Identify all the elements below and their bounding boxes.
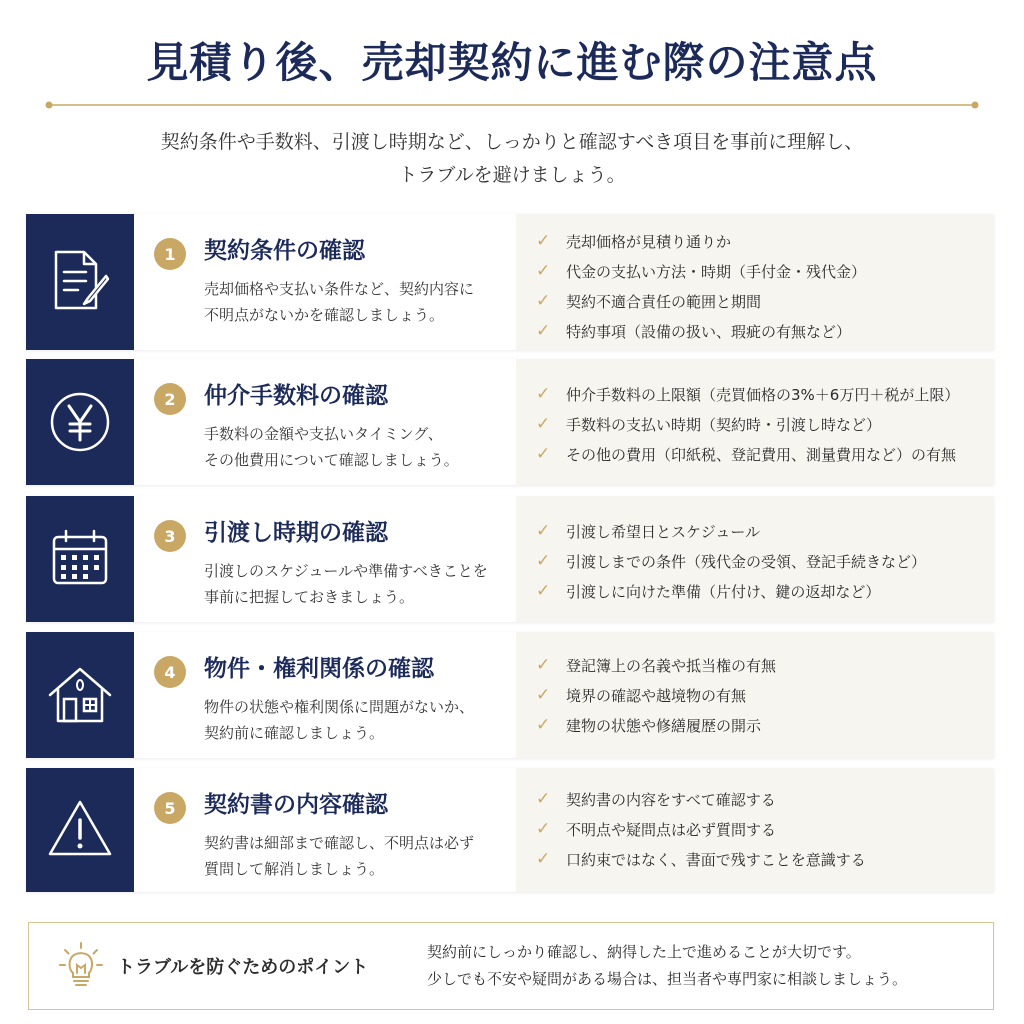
checklist-item-label: 引渡し希望日とスケジュール <box>566 522 761 541</box>
check-icon: ✓ <box>536 789 551 809</box>
checklist-item <box>536 516 994 546</box>
step-number-badge: 4 <box>154 656 186 688</box>
checklist-item-label: 代金の支払い方法・時期（手付金・残代金） <box>566 262 867 281</box>
subtitle-line-2: トラブルを避けましょう。 <box>398 164 626 186</box>
checklist-item-label: 売却価格が見積り通りか <box>566 232 732 251</box>
checklist-item <box>536 814 994 844</box>
checklist-item-label: 不明点や疑問点は必ず質問する <box>566 820 777 839</box>
checklist-item-label: 特約事項（設備の扱い、瑕疵の有無など） <box>566 322 852 341</box>
description-line: 売却価格や支払い条件など、契約内容に <box>204 280 475 298</box>
checklist-item-label: 契約書の内容をすべて確認する <box>566 790 776 809</box>
checklist-item-label: 仲介手数料の上限額（売買価格の3%＋6万円＋税が上限） <box>566 385 960 404</box>
card-title: 契約条件の確認 <box>204 238 365 264</box>
tip-line: 少しでも不安や疑問がある場合は、担当者や専門家に相談しましょう。 <box>427 970 908 988</box>
card-title: 契約書の内容確認 <box>204 792 388 818</box>
description-line: 物件の状態や権利関係に問題がないか、 <box>204 698 475 716</box>
description-line: 契約書は細部まで確認し、不明点は必ず <box>204 834 475 852</box>
step-number-badge: 1 <box>154 238 186 270</box>
checklist <box>516 632 994 758</box>
checklist-item-label: 建物の状態や修繕履歴の開示 <box>566 716 762 735</box>
checklist-item <box>536 650 994 680</box>
check-icon: ✓ <box>536 581 551 601</box>
check-icon: ✓ <box>536 231 551 251</box>
check-icon: ✓ <box>536 715 551 735</box>
yen-icon <box>44 386 116 458</box>
description-line: 質問して解消しましょう。 <box>204 860 385 878</box>
checklist <box>516 768 994 892</box>
checklist-item-label: 境界の確認や越境物の有無 <box>566 686 747 705</box>
card-icon-box <box>26 768 134 892</box>
check-icon: ✓ <box>536 444 551 464</box>
check-icon: ✓ <box>536 551 551 571</box>
card-contract-terms <box>26 214 994 350</box>
card-icon-box <box>26 496 134 622</box>
step-number-badge: 3 <box>154 520 186 552</box>
gold-divider <box>44 100 980 110</box>
checklist <box>516 359 994 485</box>
card-icon-box <box>26 632 134 758</box>
card-icon-box <box>26 214 134 350</box>
step-number-badge: 2 <box>154 383 186 415</box>
card-brokerage-fee <box>26 359 994 485</box>
card-description <box>204 558 514 610</box>
checklist-item <box>536 439 994 469</box>
checklist-item-label: 契約不適合責任の範囲と期間 <box>566 292 762 311</box>
checklist-item <box>536 576 994 606</box>
checklist-item <box>536 226 994 256</box>
card-title: 引渡し時期の確認 <box>204 520 388 546</box>
check-icon: ✓ <box>536 655 551 675</box>
checklist-item <box>536 680 994 710</box>
warning-icon <box>44 794 116 866</box>
checklist-item <box>536 286 994 316</box>
check-icon: ✓ <box>536 849 551 869</box>
checklist-item <box>536 379 994 409</box>
tip-line: 契約前にしっかり確認し、納得した上で進めることが大切です。 <box>427 943 861 961</box>
check-icon: ✓ <box>536 414 551 434</box>
tip-box <box>28 922 994 1010</box>
card-property-rights <box>26 632 994 758</box>
checklist <box>516 214 994 350</box>
check-icon: ✓ <box>536 321 551 341</box>
check-icon: ✓ <box>536 261 551 281</box>
checklist-item <box>536 316 994 346</box>
check-icon: ✓ <box>536 819 551 839</box>
page-title: 見積り後、売却契約に進む際の注意点 <box>146 38 878 87</box>
checklist-item <box>536 784 994 814</box>
check-icon: ✓ <box>536 291 551 311</box>
checklist-item-label: 引渡しまでの条件（残代金の受領、登記手続きなど） <box>566 552 927 571</box>
check-icon: ✓ <box>536 521 551 541</box>
description-line: 事前に把握しておきましょう。 <box>204 588 415 606</box>
checklist-item-label: 口約束ではなく、書面で残すことを意識する <box>566 850 866 869</box>
page-subtitle <box>0 126 1024 192</box>
calendar-icon <box>44 523 116 595</box>
card-description <box>204 830 514 882</box>
card-handover-timing <box>26 496 994 622</box>
card-icon-box <box>26 359 134 485</box>
description-line: 引渡しのスケジュールや準備すべきことを <box>204 562 488 580</box>
description-line: その他費用について確認しましょう。 <box>204 451 459 469</box>
check-icon: ✓ <box>536 685 551 705</box>
description-line: 契約前に確認しましょう。 <box>204 724 385 742</box>
checklist-item-label: 引渡しに向けた準備（片付け、鍵の返却など） <box>566 582 881 601</box>
checklist-item <box>536 844 994 874</box>
card-contract-document <box>26 768 994 892</box>
lightbulb-icon <box>59 941 103 991</box>
checklist-item-label: その他の費用（印紙税、登記費用、測量費用など）の有無 <box>566 445 957 464</box>
subtitle-line-1: 契約条件や手数料、引渡し時期など、しっかりと確認すべき項目を事前に理解し、 <box>160 131 864 153</box>
checklist-item <box>536 256 994 286</box>
card-description <box>204 421 514 473</box>
description-line: 不明点がないかを確認しましょう。 <box>204 306 445 324</box>
card-description <box>204 276 514 328</box>
document-pen-icon <box>44 246 116 318</box>
card-title: 仲介手数料の確認 <box>204 383 388 409</box>
tip-text <box>427 939 907 993</box>
checklist <box>516 496 994 622</box>
checklist-item-label: 登記簿上の名義や抵当権の有無 <box>566 656 777 675</box>
checklist-item <box>536 546 994 576</box>
tip-title: トラブルを防ぐためのポイント <box>117 957 369 978</box>
checklist-item <box>536 409 994 439</box>
description-line: 手数料の金額や支払いタイミング、 <box>204 425 443 443</box>
checklist-item-label: 手数料の支払い時期（契約時・引渡し時など） <box>566 415 882 434</box>
check-icon: ✓ <box>536 384 551 404</box>
house-icon <box>44 659 116 731</box>
checklist-item <box>536 710 994 740</box>
card-title: 物件・権利関係の確認 <box>204 656 434 682</box>
step-number-badge: 5 <box>154 792 186 824</box>
card-description <box>204 694 514 746</box>
